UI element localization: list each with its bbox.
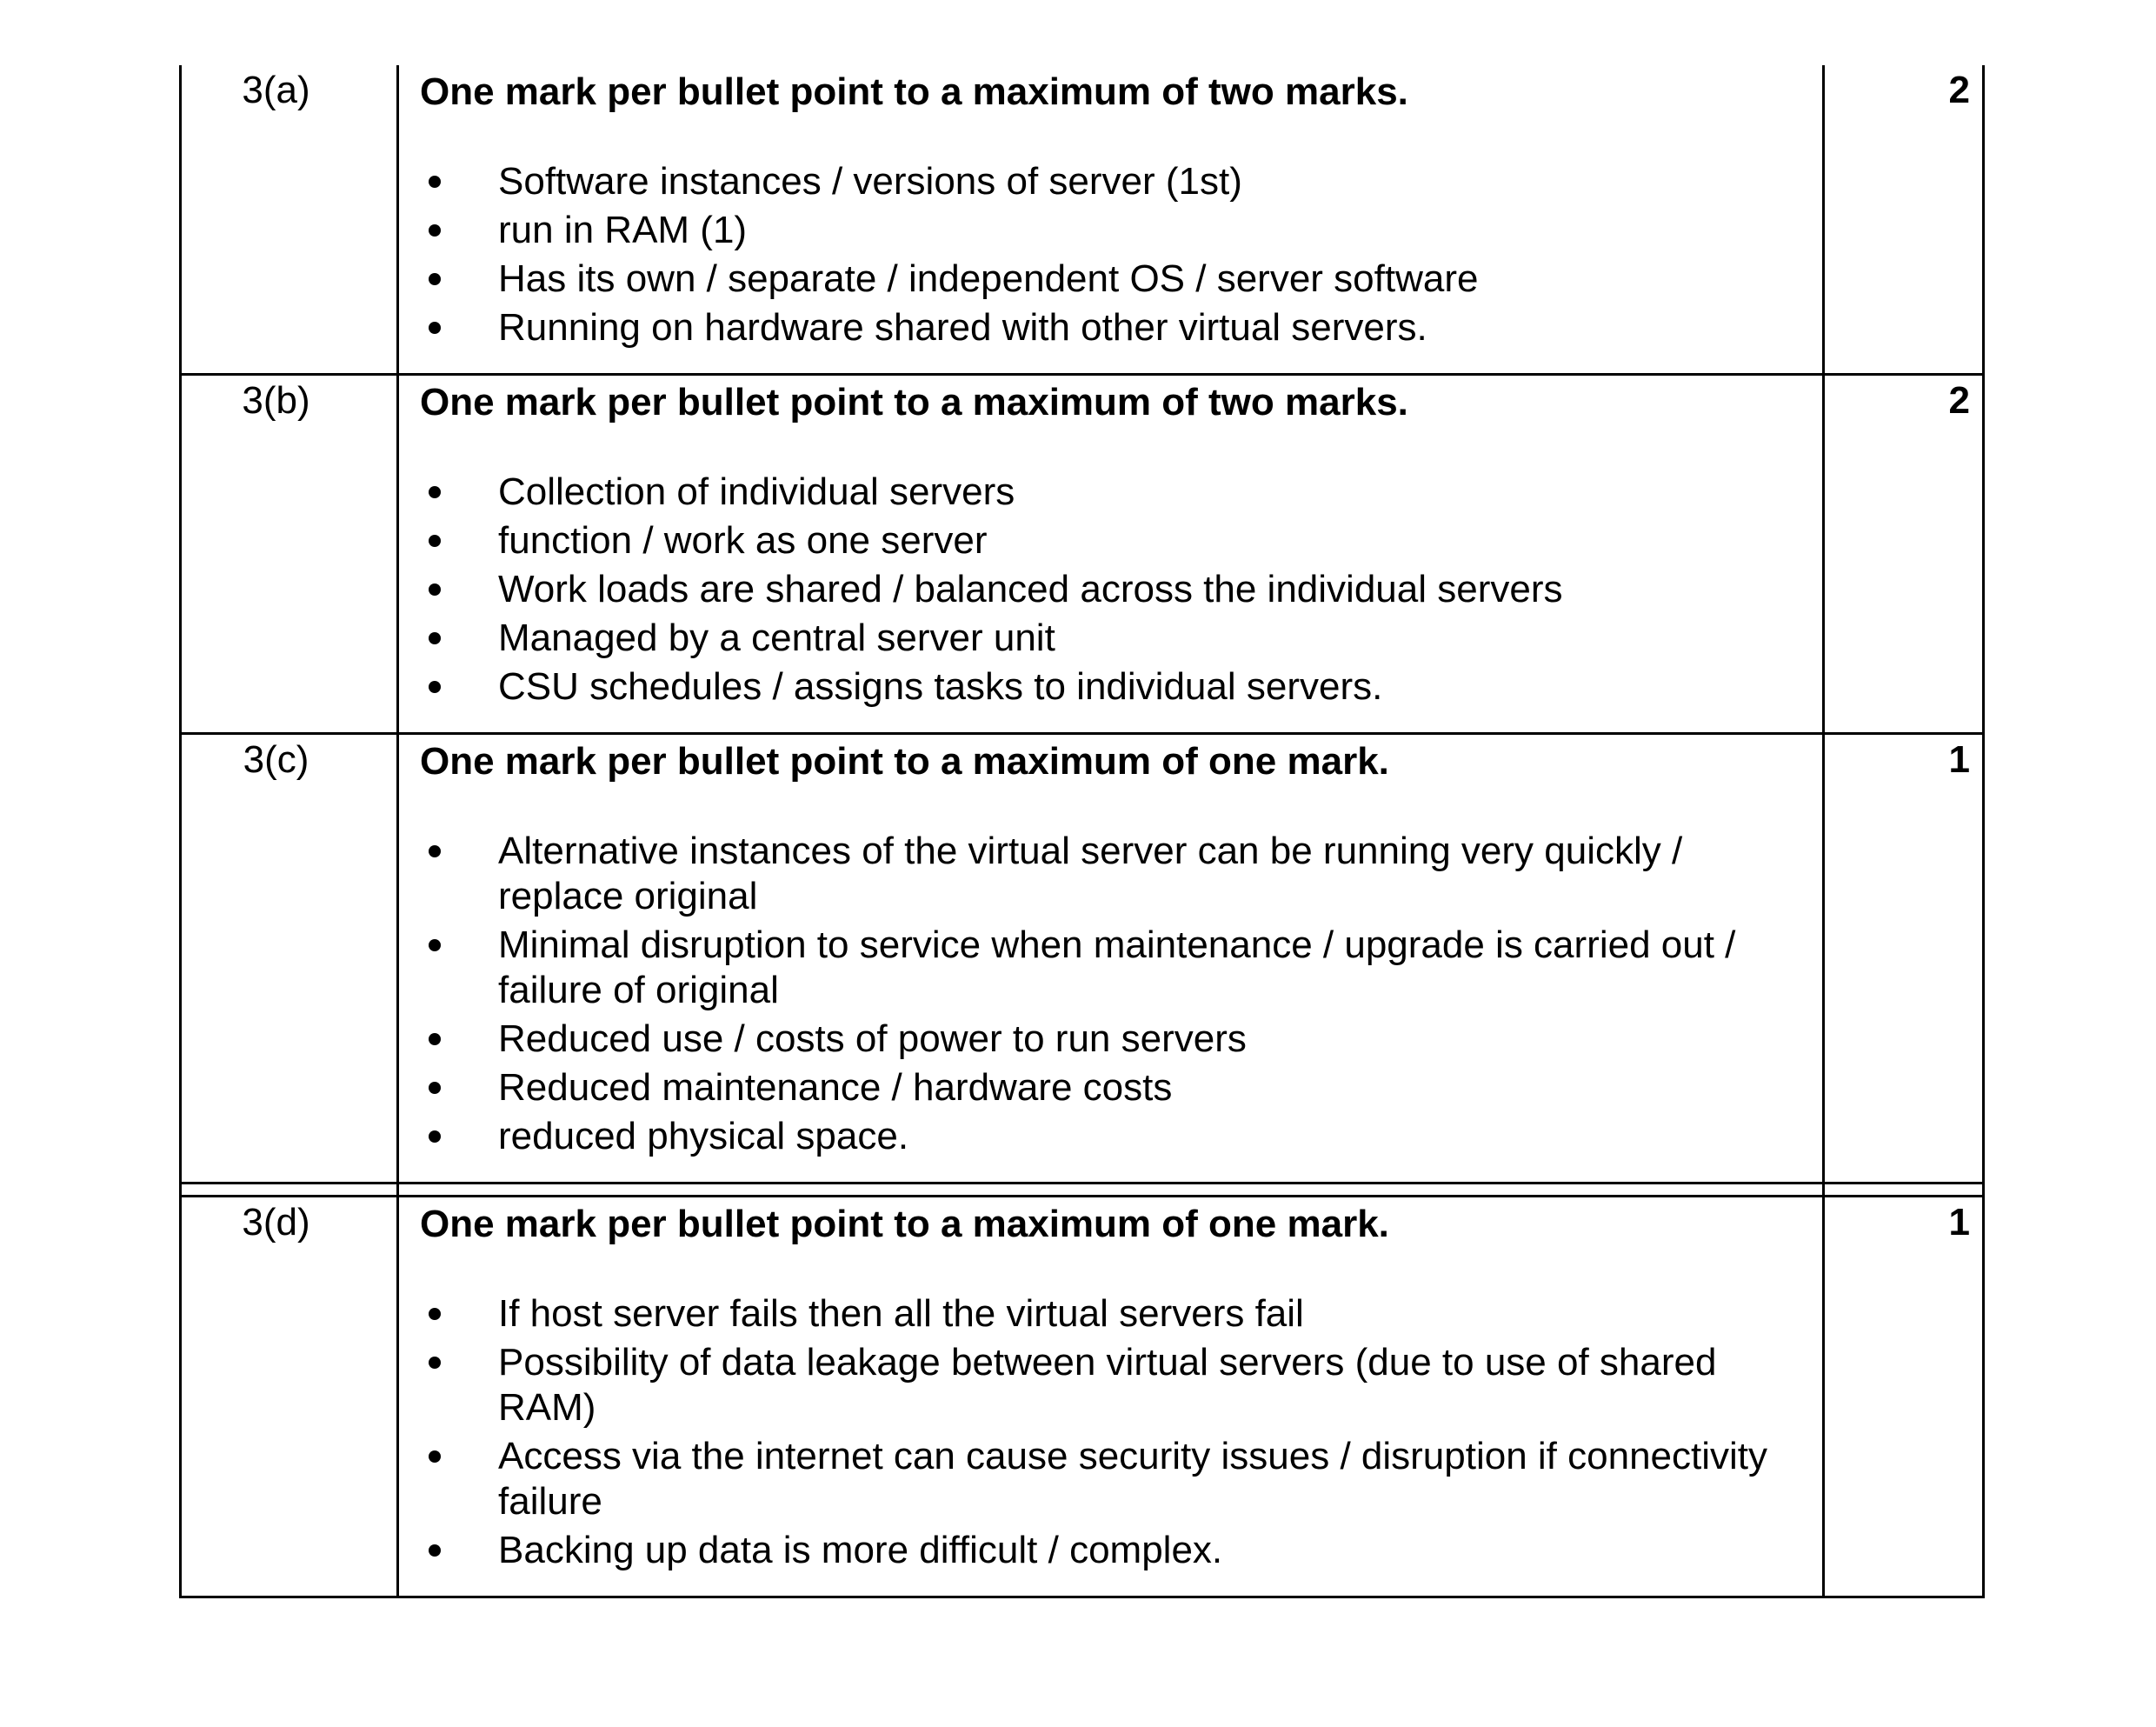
marks-value: 2 bbox=[1824, 375, 1984, 734]
bullet-item bbox=[420, 305, 1805, 350]
bullet-text: reduced physical space. bbox=[498, 1115, 909, 1157]
bullet-item bbox=[420, 208, 1805, 253]
marks-value: 2 bbox=[1824, 65, 1984, 375]
answer-bullets bbox=[420, 470, 1805, 710]
bullet-item bbox=[420, 829, 1805, 919]
marking-instruction: One mark per bullet point to a maximum of two marks. bbox=[420, 381, 1408, 423]
question-row bbox=[181, 375, 1984, 734]
bullet-text: Access via the internet can cause security issues / disruption if connectivity failure bbox=[498, 1435, 1768, 1523]
bullet-text: run in RAM (1) bbox=[498, 209, 748, 251]
bullet-item bbox=[420, 923, 1805, 1013]
bullet-dot-icon bbox=[429, 1544, 441, 1557]
bullet-dot-icon bbox=[429, 322, 441, 334]
marking-instruction: One mark per bullet point to a maximum of two marks. bbox=[420, 70, 1408, 113]
bullet-text: Alternative instances of the virtual server can be running very quickly / replace original bbox=[498, 830, 1683, 917]
question-row bbox=[181, 65, 1984, 375]
bullet-dot-icon bbox=[429, 535, 441, 547]
bullet-dot-icon bbox=[429, 845, 441, 857]
separator-cell bbox=[398, 1184, 1824, 1197]
bullet-item bbox=[420, 518, 1805, 563]
bullet-dot-icon bbox=[429, 1357, 441, 1369]
bullet-dot-icon bbox=[429, 632, 441, 644]
bullet-text: Reduced maintenance / hardware costs bbox=[498, 1066, 1173, 1109]
answer-cell bbox=[398, 1197, 1824, 1597]
answer-bullets bbox=[420, 1291, 1805, 1573]
marks-value: 1 bbox=[1824, 734, 1984, 1184]
bullet-text: CSU schedules / assigns tasks to individual servers. bbox=[498, 665, 1383, 708]
bullet-dot-icon bbox=[429, 176, 441, 188]
bullet-item bbox=[420, 159, 1805, 204]
answer-cell bbox=[398, 65, 1824, 375]
question-number: 3(b) bbox=[181, 375, 398, 734]
bullet-dot-icon bbox=[429, 1308, 441, 1320]
bullet-item bbox=[420, 1114, 1805, 1159]
bullet-text: Work loads are shared / balanced across the individual servers bbox=[498, 568, 1563, 610]
bullet-item bbox=[420, 1528, 1805, 1573]
bullet-dot-icon bbox=[429, 1033, 441, 1045]
bullet-dot-icon bbox=[429, 583, 441, 596]
answer-cell bbox=[398, 375, 1824, 734]
marking-instruction: One mark per bullet point to a maximum of one mark. bbox=[420, 1203, 1389, 1245]
answer-bullets bbox=[420, 829, 1805, 1159]
answer-bullets bbox=[420, 159, 1805, 350]
bullet-item bbox=[420, 1017, 1805, 1062]
bullet-text: Software instances / versions of server (1st) bbox=[498, 160, 1242, 203]
bullet-text: Backing up data is more difficult / complex. bbox=[498, 1529, 1223, 1571]
bullet-dot-icon bbox=[429, 486, 441, 498]
answer-cell bbox=[398, 734, 1824, 1184]
row-separator bbox=[181, 1184, 1984, 1197]
bullet-item bbox=[420, 470, 1805, 515]
separator-cell bbox=[1824, 1184, 1984, 1197]
bullet-text: Possibility of data leakage between virtual servers (due to use of shared RAM) bbox=[498, 1341, 1717, 1429]
bullet-item bbox=[420, 664, 1805, 710]
bullet-dot-icon bbox=[429, 939, 441, 951]
bullet-text: Collection of individual servers bbox=[498, 470, 1015, 513]
bullet-text: Reduced use / costs of power to run servers bbox=[498, 1017, 1247, 1060]
bullet-dot-icon bbox=[429, 1130, 441, 1143]
bullet-text: Managed by a central server unit bbox=[498, 617, 1055, 659]
bullet-dot-icon bbox=[429, 681, 441, 693]
separator-cell bbox=[181, 1184, 398, 1197]
bullet-item bbox=[420, 567, 1805, 612]
bullet-text: Running on hardware shared with other virtual servers. bbox=[498, 306, 1427, 349]
bullet-text: If host server fails then all the virtual servers fail bbox=[498, 1292, 1304, 1335]
bullet-item bbox=[420, 257, 1805, 302]
mark-scheme-table bbox=[179, 65, 1985, 1598]
bullet-item bbox=[420, 1291, 1805, 1337]
bullet-text: Minimal disruption to service when maintenance / upgrade is carried out / failure of original bbox=[498, 924, 1736, 1011]
bullet-text: function / work as one server bbox=[498, 519, 988, 562]
question-row bbox=[181, 1197, 1984, 1597]
question-row bbox=[181, 734, 1984, 1184]
bullet-item bbox=[420, 1434, 1805, 1524]
bullet-text: Has its own / separate / independent OS / server software bbox=[498, 257, 1479, 300]
bullet-dot-icon bbox=[429, 1082, 441, 1094]
marking-instruction: One mark per bullet point to a maximum of one mark. bbox=[420, 740, 1389, 783]
bullet-item bbox=[420, 1065, 1805, 1110]
marks-value: 1 bbox=[1824, 1197, 1984, 1597]
question-number: 3(d) bbox=[181, 1197, 398, 1597]
question-number: 3(a) bbox=[181, 65, 398, 375]
bullet-item bbox=[420, 616, 1805, 661]
bullet-dot-icon bbox=[429, 1450, 441, 1463]
bullet-item bbox=[420, 1340, 1805, 1430]
bullet-dot-icon bbox=[429, 224, 441, 237]
question-number: 3(c) bbox=[181, 734, 398, 1184]
bullet-dot-icon bbox=[429, 273, 441, 285]
